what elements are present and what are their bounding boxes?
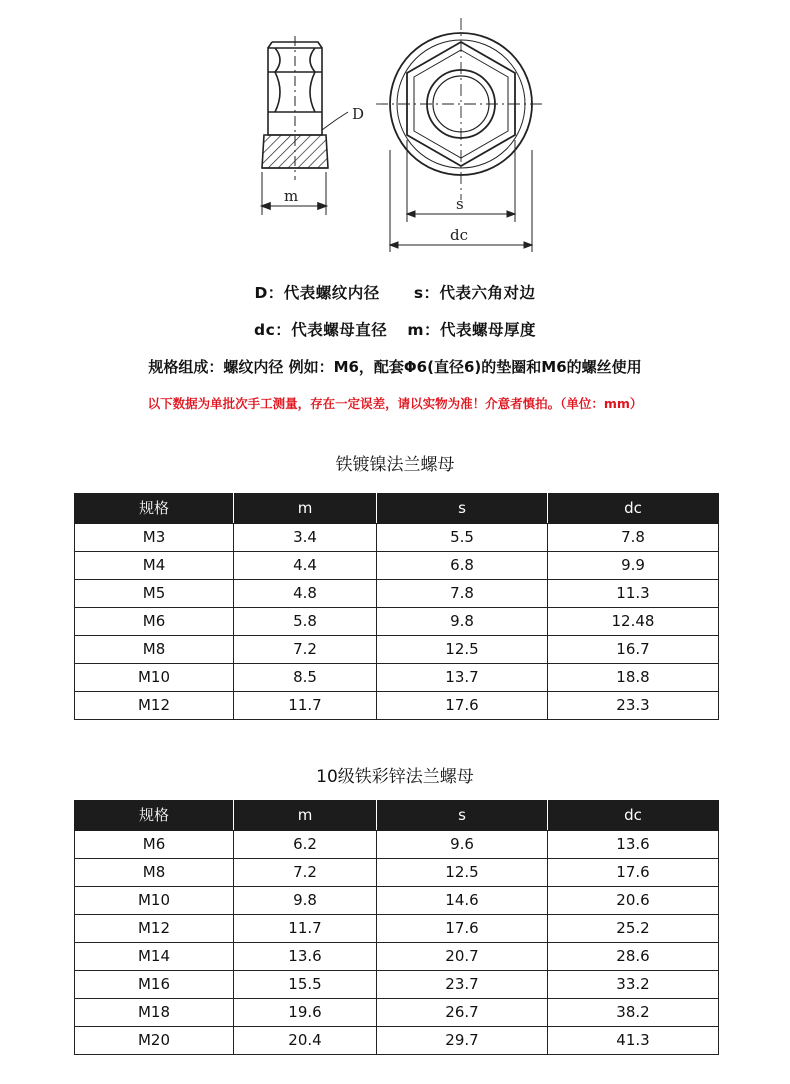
- table-cell: 7.2: [234, 636, 377, 664]
- table-cell: 26.7: [377, 999, 548, 1027]
- table-cell: 7.8: [548, 524, 719, 552]
- table-row: [75, 999, 719, 1027]
- label-s: s: [456, 195, 464, 213]
- table-header: [75, 494, 719, 524]
- table-row: [75, 887, 719, 915]
- legend-row-2: [0, 318, 790, 340]
- column-header: m: [234, 801, 377, 831]
- table-title-zinc: 10级铁彩锌法兰螺母: [316, 767, 474, 787]
- table-cell: 5.5: [377, 524, 548, 552]
- table-row: [75, 971, 719, 999]
- top-view: [376, 18, 546, 252]
- table-cell: 19.6: [234, 999, 377, 1027]
- legend-dc: dc：代表螺母直径: [254, 321, 388, 339]
- table-cell: 9.8: [377, 608, 548, 636]
- table-row: [75, 859, 719, 887]
- table-cell: 23.3: [548, 692, 719, 720]
- table-cell: 7.2: [234, 859, 377, 887]
- table-cell: M5: [75, 580, 234, 608]
- table-cell: 20.4: [234, 1027, 377, 1055]
- disclaimer: 以下数据为单批次手工测量，存在一定误差，请以实物为准！介意者慎拍。（单位：mm）: [147, 396, 643, 411]
- table-cell: 28.6: [548, 943, 719, 971]
- table-cell: 41.3: [548, 1027, 719, 1055]
- table-cell: 20.7: [377, 943, 548, 971]
- table-cell: M6: [75, 608, 234, 636]
- flange-nut-diagram: [0, 0, 790, 270]
- column-header: s: [377, 494, 548, 524]
- label-m: m: [284, 187, 299, 205]
- legend-d: D：代表螺纹内径: [254, 284, 380, 302]
- table-row: [75, 580, 719, 608]
- table-cell: 11.3: [548, 580, 719, 608]
- table-cell: 17.6: [548, 859, 719, 887]
- column-header: 规格: [75, 801, 234, 831]
- table-cell: 13.7: [377, 664, 548, 692]
- table-cell: M12: [75, 692, 234, 720]
- table-cell: M10: [75, 887, 234, 915]
- table-cell: 8.5: [234, 664, 377, 692]
- table-row: [75, 943, 719, 971]
- table-cell: 29.7: [377, 1027, 548, 1055]
- table-cell: 9.6: [377, 831, 548, 859]
- table-cell: 25.2: [548, 915, 719, 943]
- table-cell: M8: [75, 859, 234, 887]
- table-cell: 33.2: [548, 971, 719, 999]
- table-cell: M3: [75, 524, 234, 552]
- legend-row-1: [0, 281, 790, 303]
- table-cell: 20.6: [548, 887, 719, 915]
- table-cell: 9.8: [234, 887, 377, 915]
- table-header: [75, 801, 719, 831]
- table-cell: 14.6: [377, 887, 548, 915]
- table-row: [75, 608, 719, 636]
- table-cell: 6.2: [234, 831, 377, 859]
- column-header: dc: [548, 494, 719, 524]
- label-dc: dc: [450, 226, 469, 244]
- table-cell: 23.7: [377, 971, 548, 999]
- table-cell: 9.9: [548, 552, 719, 580]
- table-cell: 13.6: [234, 943, 377, 971]
- table-cell: 15.5: [234, 971, 377, 999]
- table-cell: M6: [75, 831, 234, 859]
- table-cell: M20: [75, 1027, 234, 1055]
- table-cell: M18: [75, 999, 234, 1027]
- table-cell: M16: [75, 971, 234, 999]
- technical-drawing: [0, 0, 790, 270]
- table-row: [75, 1027, 719, 1055]
- table-cell: 17.6: [377, 915, 548, 943]
- column-header: m: [234, 494, 377, 524]
- legend-s: s：代表六角对边: [413, 284, 536, 302]
- label-d: D: [352, 105, 365, 123]
- side-view: [262, 36, 348, 215]
- table-cell: M14: [75, 943, 234, 971]
- table-cell: 4.4: [234, 552, 377, 580]
- table-cell: 4.8: [234, 580, 377, 608]
- table-cell: 17.6: [377, 692, 548, 720]
- spec-table-nickel: [74, 493, 719, 720]
- spec-note: 规格组成：螺纹内径 例如：M6，配套Φ6(直径6)的垫圈和M6的螺丝使用: [148, 358, 642, 376]
- table-cell: M10: [75, 664, 234, 692]
- table-row: [75, 831, 719, 859]
- table-cell: 6.8: [377, 552, 548, 580]
- table-cell: M8: [75, 636, 234, 664]
- legend-m: m：代表螺母厚度: [407, 321, 536, 339]
- table-row: [75, 664, 719, 692]
- table-row: [75, 915, 719, 943]
- column-header: dc: [548, 801, 719, 831]
- table-cell: 7.8: [377, 580, 548, 608]
- table-row: [75, 524, 719, 552]
- table-cell: 12.48: [548, 608, 719, 636]
- spec-table-zinc: [74, 800, 719, 1055]
- column-header: s: [377, 801, 548, 831]
- table-cell: M12: [75, 915, 234, 943]
- table-cell: 13.6: [548, 831, 719, 859]
- table-cell: 18.8: [548, 664, 719, 692]
- table-title-nickel: 铁镀镍法兰螺母: [335, 455, 455, 475]
- table-row: [75, 692, 719, 720]
- table-cell: 16.7: [548, 636, 719, 664]
- table-cell: 12.5: [377, 859, 548, 887]
- table-row: [75, 552, 719, 580]
- table-cell: 38.2: [548, 999, 719, 1027]
- table-cell: 11.7: [234, 692, 377, 720]
- table-cell: 11.7: [234, 915, 377, 943]
- table-cell: 5.8: [234, 608, 377, 636]
- column-header: 规格: [75, 494, 234, 524]
- table-cell: 3.4: [234, 524, 377, 552]
- table-row: [75, 636, 719, 664]
- table-cell: 12.5: [377, 636, 548, 664]
- table-cell: M4: [75, 552, 234, 580]
